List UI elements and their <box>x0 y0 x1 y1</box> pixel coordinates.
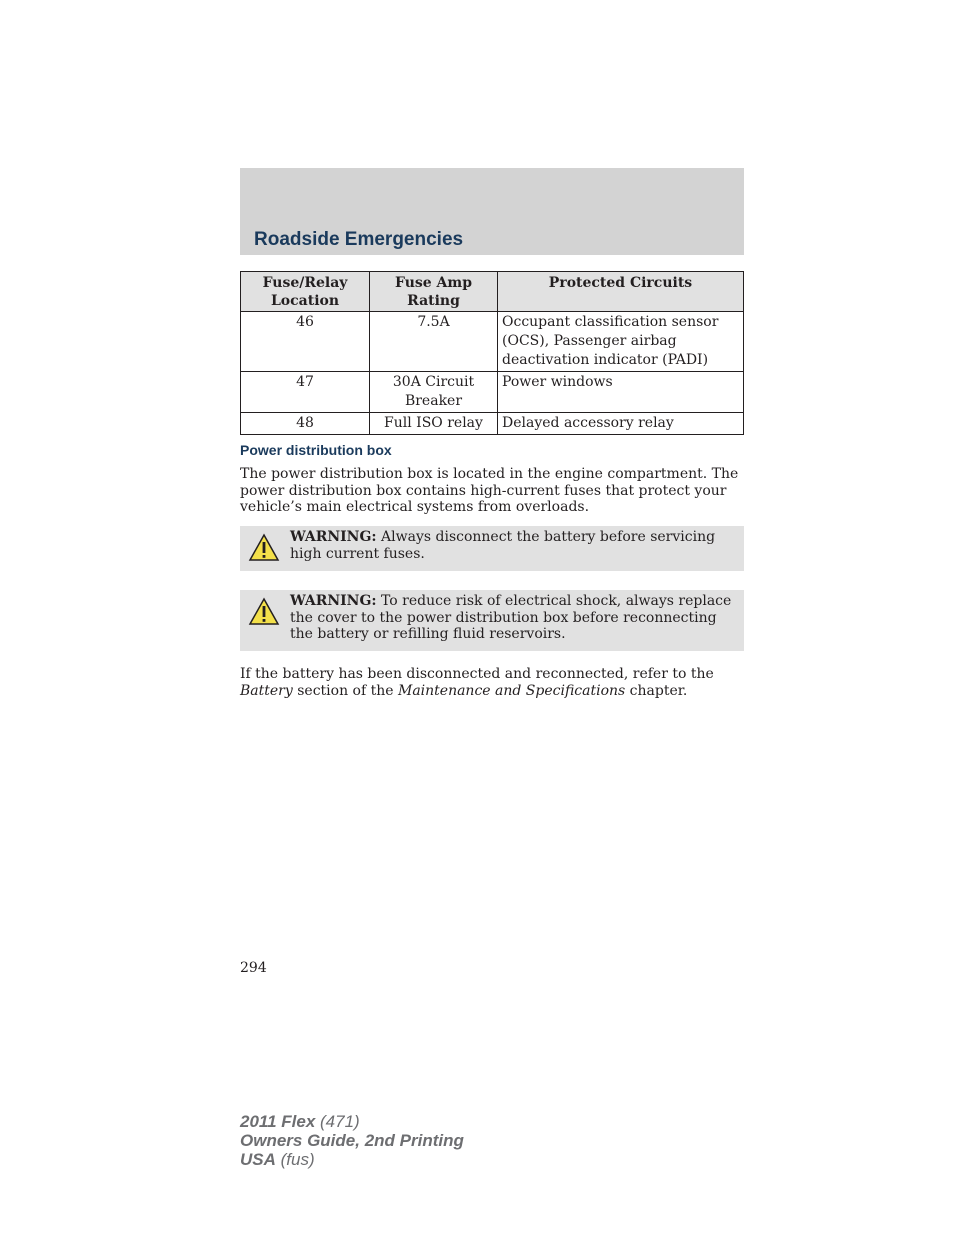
footer-line-model <box>240 1112 464 1131</box>
footer-line-guide <box>240 1131 464 1150</box>
warning-box <box>240 590 744 651</box>
cell-rating: 30A Circuit Breaker <box>370 372 498 413</box>
cell-location: 48 <box>241 413 370 435</box>
warning-text: To reduce risk of electrical shock, always replace the cover to the power distribution box before reconnecting the battery or refilling fluid reservoirs. <box>290 593 732 642</box>
section-header-band <box>240 168 744 255</box>
closing-text: chapter. <box>625 682 688 699</box>
warning-triangle-icon <box>248 533 280 563</box>
warning-triangle-icon <box>248 597 280 627</box>
column-header-circuits: Protected Circuits <box>498 272 744 312</box>
closing-paragraph <box>240 666 744 699</box>
cell-circuits: Delayed accessory relay <box>498 413 744 435</box>
table-row <box>241 312 744 372</box>
battery-reference: Battery <box>240 682 293 699</box>
warning-label: WARNING: <box>290 529 377 545</box>
footer-market-code: (fus) <box>275 1150 315 1169</box>
column-header-rating: Fuse Amp Rating <box>370 272 498 312</box>
warning-text: Always disconnect the battery before servicing high current fuses. <box>290 529 716 562</box>
closing-text: section of the <box>292 682 398 699</box>
section-title: Roadside Emergencies <box>254 229 464 250</box>
intro-paragraph: The power distribution box is located in the engine compartment. The power distribution box contains high-current fuses that protect your vehicle’s main electrical systems from overloads. <box>240 466 739 515</box>
footer-guide: Owners Guide, 2nd Printing <box>240 1131 464 1150</box>
cell-rating: 7.5A <box>370 312 498 372</box>
closing-text: If the battery has been disconnected and reconnected, refer to the <box>240 666 714 682</box>
table-row <box>241 372 744 413</box>
footer-edition <box>240 1112 464 1169</box>
warning-label: WARNING: <box>290 593 377 609</box>
cell-circuits: Occupant classification sensor (OCS), Passenger airbag deactivation indicator (PADI) <box>498 312 744 372</box>
cell-circuits: Power windows <box>498 372 744 413</box>
footer-market: USA <box>240 1150 276 1169</box>
warning-box <box>240 526 744 571</box>
footer-line-market <box>240 1150 464 1169</box>
chapter-reference: Maintenance and Specifications <box>397 682 626 699</box>
page-number: 294 <box>240 960 267 976</box>
subsection-heading: Power distribution box <box>240 442 392 458</box>
table-row <box>241 413 744 435</box>
column-header-location: Fuse/Relay Location <box>241 272 370 312</box>
fuse-table <box>240 271 744 435</box>
table-header-row <box>241 272 744 312</box>
cell-location: 47 <box>241 372 370 413</box>
cell-location: 46 <box>241 312 370 372</box>
cell-rating: Full ISO relay <box>370 413 498 435</box>
footer-model: 2011 Flex <box>240 1112 316 1131</box>
footer-model-code: (471) <box>315 1112 360 1131</box>
